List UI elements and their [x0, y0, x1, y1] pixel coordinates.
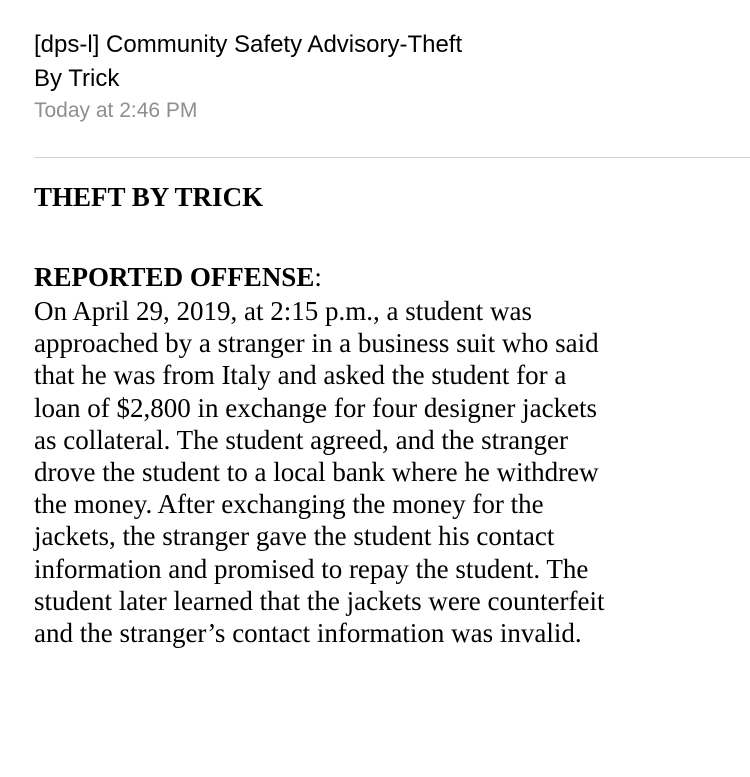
advisory-headline: THEFT BY TRICK [34, 182, 264, 212]
paragraph-line: information and promised to repay the student. The [34, 553, 589, 584]
email-subject [34, 28, 734, 96]
section-label-text: REPORTED OFFENSE [34, 262, 315, 292]
paragraph-line: that he was from Italy and asked the student for a [34, 360, 567, 391]
paragraph-line: loan of $2,800 in exchange for four designer jackets [34, 392, 598, 423]
email-subject-line-1: [dps-l] Community Safety Advisory-Theft [34, 31, 463, 58]
section-label [34, 259, 734, 295]
paragraph-line: On April 29, 2019, at 2:15 p.m., a student was [34, 296, 532, 326]
paragraph-line: the money. After exchanging the money for the [34, 489, 544, 520]
email-timestamp: Today at 2:46 PM [34, 99, 198, 122]
paragraph-line: approached by a stranger in a business suit who said [34, 328, 599, 359]
header-divider [34, 157, 750, 158]
email-body [34, 177, 734, 649]
offense-description [34, 295, 734, 649]
email-subject-line-2: By Trick [34, 65, 120, 92]
paragraph-line: and the stranger’s contact information was invalid. [34, 618, 582, 649]
paragraph-line: as collateral. The student agreed, and the stranger [34, 424, 569, 455]
email-header [34, 28, 734, 126]
paragraph-line: jackets, the stranger gave the student his contact [34, 521, 555, 552]
paragraph-line: drove the student to a local bank where he withdrew [34, 457, 599, 488]
paragraph-line: student later learned that the jackets were counterfeit [34, 585, 605, 616]
section-label-colon: : [314, 262, 322, 292]
blank-line [34, 217, 734, 259]
